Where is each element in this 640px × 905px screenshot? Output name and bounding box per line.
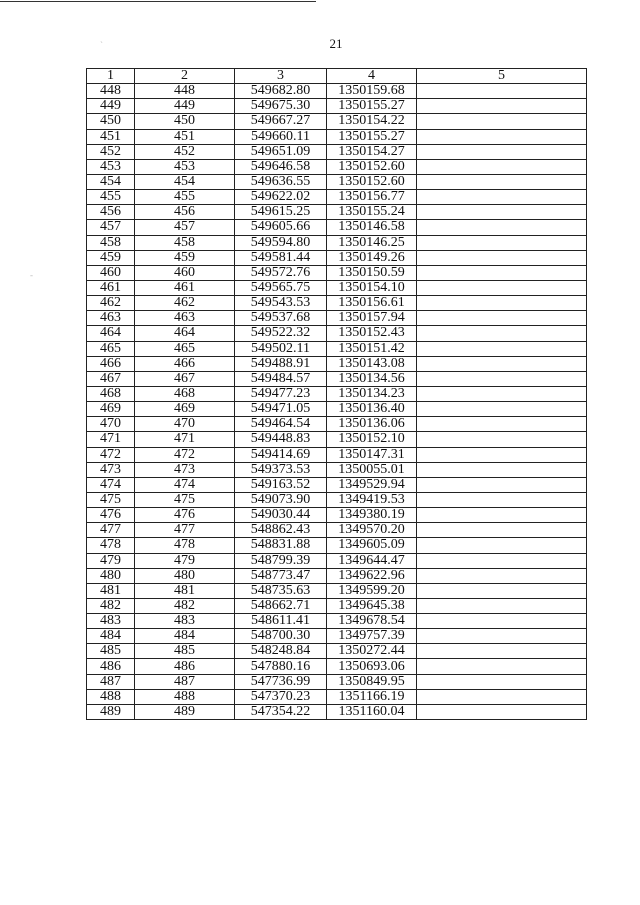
y-coordinate-cell: 1350156.61 <box>327 296 417 311</box>
y-coordinate-cell: 1349570.20 <box>327 523 417 538</box>
table-row <box>87 568 587 583</box>
point-number-cell: 476 <box>135 508 235 523</box>
point-id-cell: 476 <box>87 508 135 523</box>
point-number-cell: 480 <box>135 568 235 583</box>
y-coordinate-cell: 1350146.25 <box>327 235 417 250</box>
point-number-cell: 466 <box>135 356 235 371</box>
table-row <box>87 417 587 432</box>
x-coordinate-cell: 549660.11 <box>235 129 327 144</box>
point-id-cell: 463 <box>87 311 135 326</box>
point-number-cell: 488 <box>135 689 235 704</box>
table-row <box>87 235 587 250</box>
y-coordinate-cell: 1350147.31 <box>327 447 417 462</box>
point-number-cell: 473 <box>135 462 235 477</box>
note-cell <box>417 629 587 644</box>
table-row <box>87 371 587 386</box>
y-coordinate-cell: 1350134.23 <box>327 386 417 401</box>
x-coordinate-cell: 549414.69 <box>235 447 327 462</box>
point-number-cell: 462 <box>135 296 235 311</box>
point-id-cell: 472 <box>87 447 135 462</box>
note-cell <box>417 508 587 523</box>
point-id-cell: 458 <box>87 235 135 250</box>
y-coordinate-cell: 1350155.27 <box>327 129 417 144</box>
point-id-cell: 482 <box>87 598 135 613</box>
point-number-cell: 465 <box>135 341 235 356</box>
note-cell <box>417 644 587 659</box>
point-id-cell: 467 <box>87 371 135 386</box>
scan-speck: ` <box>100 40 103 50</box>
point-id-cell: 470 <box>87 417 135 432</box>
y-coordinate-cell: 1350154.27 <box>327 144 417 159</box>
table-row <box>87 386 587 401</box>
table-row <box>87 280 587 295</box>
note-cell <box>417 462 587 477</box>
point-number-cell: 474 <box>135 477 235 492</box>
y-coordinate-cell: 1349678.54 <box>327 614 417 629</box>
x-coordinate-cell: 548773.47 <box>235 568 327 583</box>
point-number-cell: 485 <box>135 644 235 659</box>
y-coordinate-cell: 1350055.01 <box>327 462 417 477</box>
note-cell <box>417 250 587 265</box>
table-row <box>87 659 587 674</box>
point-id-cell: 486 <box>87 659 135 674</box>
note-cell <box>417 674 587 689</box>
point-number-cell: 477 <box>135 523 235 538</box>
y-coordinate-cell: 1350157.94 <box>327 311 417 326</box>
table-row <box>87 644 587 659</box>
y-coordinate-cell: 1350134.56 <box>327 371 417 386</box>
table-row <box>87 553 587 568</box>
point-id-cell: 485 <box>87 644 135 659</box>
table-row <box>87 689 587 704</box>
table-row <box>87 190 587 205</box>
column-header: 2 <box>135 69 235 84</box>
point-number-cell: 478 <box>135 538 235 553</box>
y-coordinate-cell: 1350152.60 <box>327 159 417 174</box>
x-coordinate-cell: 548831.88 <box>235 538 327 553</box>
note-cell <box>417 205 587 220</box>
table-row <box>87 447 587 462</box>
column-header: 4 <box>327 69 417 84</box>
x-coordinate-cell: 547354.22 <box>235 704 327 719</box>
x-coordinate-cell: 549565.75 <box>235 280 327 295</box>
note-cell <box>417 538 587 553</box>
table-row <box>87 326 587 341</box>
note-cell <box>417 568 587 583</box>
y-coordinate-cell: 1349380.19 <box>327 508 417 523</box>
x-coordinate-cell: 548248.84 <box>235 644 327 659</box>
x-coordinate-cell: 549543.53 <box>235 296 327 311</box>
top-rule <box>0 1 316 2</box>
y-coordinate-cell: 1350159.68 <box>327 84 417 99</box>
point-number-cell: 459 <box>135 250 235 265</box>
point-id-cell: 450 <box>87 114 135 129</box>
x-coordinate-cell: 549615.25 <box>235 205 327 220</box>
point-number-cell: 470 <box>135 417 235 432</box>
y-coordinate-cell: 1349622.96 <box>327 568 417 583</box>
point-id-cell: 487 <box>87 674 135 689</box>
point-number-cell: 449 <box>135 99 235 114</box>
x-coordinate-cell: 548662.71 <box>235 598 327 613</box>
table-row <box>87 205 587 220</box>
point-id-cell: 480 <box>87 568 135 583</box>
point-number-cell: 481 <box>135 583 235 598</box>
table-row <box>87 296 587 311</box>
table-row <box>87 477 587 492</box>
table-row <box>87 250 587 265</box>
point-id-cell: 481 <box>87 583 135 598</box>
note-cell <box>417 689 587 704</box>
y-coordinate-cell: 1350272.44 <box>327 644 417 659</box>
point-number-cell: 482 <box>135 598 235 613</box>
point-number-cell: 461 <box>135 280 235 295</box>
note-cell <box>417 447 587 462</box>
table-row <box>87 674 587 689</box>
point-number-cell: 479 <box>135 553 235 568</box>
point-number-cell: 471 <box>135 432 235 447</box>
y-coordinate-cell: 1349645.38 <box>327 598 417 613</box>
x-coordinate-cell: 548735.63 <box>235 583 327 598</box>
point-number-cell: 458 <box>135 235 235 250</box>
note-cell <box>417 614 587 629</box>
header-row <box>87 69 587 84</box>
point-number-cell: 484 <box>135 629 235 644</box>
table-row <box>87 538 587 553</box>
point-id-cell: 474 <box>87 477 135 492</box>
y-coordinate-cell: 1350143.08 <box>327 356 417 371</box>
y-coordinate-cell: 1351166.19 <box>327 689 417 704</box>
y-coordinate-cell: 1350152.10 <box>327 432 417 447</box>
point-id-cell: 465 <box>87 341 135 356</box>
note-cell <box>417 311 587 326</box>
y-coordinate-cell: 1350156.77 <box>327 190 417 205</box>
table-row <box>87 159 587 174</box>
point-id-cell: 475 <box>87 492 135 507</box>
y-coordinate-cell: 1349605.09 <box>327 538 417 553</box>
point-id-cell: 459 <box>87 250 135 265</box>
column-header: 5 <box>417 69 587 84</box>
table-row <box>87 508 587 523</box>
note-cell <box>417 174 587 189</box>
note-cell <box>417 477 587 492</box>
point-number-cell: 489 <box>135 704 235 719</box>
x-coordinate-cell: 549448.83 <box>235 432 327 447</box>
point-id-cell: 488 <box>87 689 135 704</box>
point-id-cell: 477 <box>87 523 135 538</box>
point-id-cell: 471 <box>87 432 135 447</box>
x-coordinate-cell: 549572.76 <box>235 265 327 280</box>
x-coordinate-cell: 548799.39 <box>235 553 327 568</box>
y-coordinate-cell: 1350849.95 <box>327 674 417 689</box>
x-coordinate-cell: 549477.23 <box>235 386 327 401</box>
point-id-cell: 449 <box>87 99 135 114</box>
point-id-cell: 456 <box>87 205 135 220</box>
note-cell <box>417 114 587 129</box>
x-coordinate-cell: 549522.32 <box>235 326 327 341</box>
y-coordinate-cell: 1349419.53 <box>327 492 417 507</box>
y-coordinate-cell: 1350136.06 <box>327 417 417 432</box>
y-coordinate-cell: 1349644.47 <box>327 553 417 568</box>
coordinates-table <box>86 68 587 720</box>
table-row <box>87 704 587 719</box>
point-id-cell: 464 <box>87 326 135 341</box>
point-id-cell: 451 <box>87 129 135 144</box>
note-cell <box>417 523 587 538</box>
point-id-cell: 455 <box>87 190 135 205</box>
note-cell <box>417 99 587 114</box>
note-cell <box>417 386 587 401</box>
table-row <box>87 99 587 114</box>
point-id-cell: 479 <box>87 553 135 568</box>
note-cell <box>417 356 587 371</box>
table-row <box>87 629 587 644</box>
point-number-cell: 451 <box>135 129 235 144</box>
x-coordinate-cell: 549537.68 <box>235 311 327 326</box>
note-cell <box>417 371 587 386</box>
table-row <box>87 129 587 144</box>
point-id-cell: 462 <box>87 296 135 311</box>
point-id-cell: 453 <box>87 159 135 174</box>
point-id-cell: 483 <box>87 614 135 629</box>
point-number-cell: 464 <box>135 326 235 341</box>
point-id-cell: 489 <box>87 704 135 719</box>
x-coordinate-cell: 548611.41 <box>235 614 327 629</box>
point-number-cell: 453 <box>135 159 235 174</box>
table-row <box>87 84 587 99</box>
x-coordinate-cell: 549484.57 <box>235 371 327 386</box>
x-coordinate-cell: 549594.80 <box>235 235 327 250</box>
x-coordinate-cell: 547370.23 <box>235 689 327 704</box>
y-coordinate-cell: 1350152.60 <box>327 174 417 189</box>
point-number-cell: 468 <box>135 386 235 401</box>
note-cell <box>417 190 587 205</box>
x-coordinate-cell: 549073.90 <box>235 492 327 507</box>
note-cell <box>417 583 587 598</box>
note-cell <box>417 235 587 250</box>
note-cell <box>417 129 587 144</box>
point-id-cell: 473 <box>87 462 135 477</box>
column-header: 1 <box>87 69 135 84</box>
x-coordinate-cell: 549163.52 <box>235 477 327 492</box>
table-row <box>87 341 587 356</box>
table-body <box>87 84 587 720</box>
note-cell <box>417 402 587 417</box>
y-coordinate-cell: 1350155.27 <box>327 99 417 114</box>
note-cell <box>417 326 587 341</box>
x-coordinate-cell: 549471.05 <box>235 402 327 417</box>
table-row <box>87 492 587 507</box>
x-coordinate-cell: 549651.09 <box>235 144 327 159</box>
point-id-cell: 469 <box>87 402 135 417</box>
table-row <box>87 583 587 598</box>
x-coordinate-cell: 549502.11 <box>235 341 327 356</box>
page-number: 21 <box>329 36 343 51</box>
point-id-cell: 478 <box>87 538 135 553</box>
point-id-cell: 461 <box>87 280 135 295</box>
x-coordinate-cell: 548862.43 <box>235 523 327 538</box>
y-coordinate-cell: 1349757.39 <box>327 629 417 644</box>
x-coordinate-cell: 549636.55 <box>235 174 327 189</box>
note-cell <box>417 280 587 295</box>
point-number-cell: 454 <box>135 174 235 189</box>
note-cell <box>417 417 587 432</box>
point-id-cell: 460 <box>87 265 135 280</box>
table-row <box>87 356 587 371</box>
point-number-cell: 487 <box>135 674 235 689</box>
note-cell <box>417 341 587 356</box>
x-coordinate-cell: 549682.80 <box>235 84 327 99</box>
y-coordinate-cell: 1350154.10 <box>327 280 417 295</box>
point-number-cell: 472 <box>135 447 235 462</box>
y-coordinate-cell: 1350149.26 <box>327 250 417 265</box>
x-coordinate-cell: 549581.44 <box>235 250 327 265</box>
point-number-cell: 450 <box>135 114 235 129</box>
note-cell <box>417 296 587 311</box>
note-cell <box>417 598 587 613</box>
point-number-cell: 455 <box>135 190 235 205</box>
note-cell <box>417 432 587 447</box>
point-id-cell: 448 <box>87 84 135 99</box>
table-row <box>87 432 587 447</box>
y-coordinate-cell: 1350155.24 <box>327 205 417 220</box>
table-row <box>87 220 587 235</box>
y-coordinate-cell: 1350151.42 <box>327 341 417 356</box>
x-coordinate-cell: 548700.30 <box>235 629 327 644</box>
table-row <box>87 174 587 189</box>
x-coordinate-cell: 547880.16 <box>235 659 327 674</box>
x-coordinate-cell: 549030.44 <box>235 508 327 523</box>
point-number-cell: 467 <box>135 371 235 386</box>
y-coordinate-cell: 1349599.20 <box>327 583 417 598</box>
point-number-cell: 452 <box>135 144 235 159</box>
y-coordinate-cell: 1351160.04 <box>327 704 417 719</box>
table-row <box>87 311 587 326</box>
point-number-cell: 475 <box>135 492 235 507</box>
y-coordinate-cell: 1349529.94 <box>327 477 417 492</box>
note-cell <box>417 220 587 235</box>
x-coordinate-cell: 549675.30 <box>235 99 327 114</box>
note-cell <box>417 265 587 280</box>
column-header: 3 <box>235 69 327 84</box>
point-number-cell: 463 <box>135 311 235 326</box>
y-coordinate-cell: 1350136.40 <box>327 402 417 417</box>
point-id-cell: 454 <box>87 174 135 189</box>
y-coordinate-cell: 1350693.06 <box>327 659 417 674</box>
y-coordinate-cell: 1350154.22 <box>327 114 417 129</box>
note-cell <box>417 659 587 674</box>
x-coordinate-cell: 549646.58 <box>235 159 327 174</box>
note-cell <box>417 492 587 507</box>
y-coordinate-cell: 1350146.58 <box>327 220 417 235</box>
table-row <box>87 523 587 538</box>
point-number-cell: 460 <box>135 265 235 280</box>
table-row <box>87 598 587 613</box>
x-coordinate-cell: 549373.53 <box>235 462 327 477</box>
x-coordinate-cell: 549488.91 <box>235 356 327 371</box>
point-number-cell: 456 <box>135 205 235 220</box>
table-row <box>87 402 587 417</box>
note-cell <box>417 159 587 174</box>
x-coordinate-cell: 549622.02 <box>235 190 327 205</box>
point-number-cell: 486 <box>135 659 235 674</box>
table-row <box>87 462 587 477</box>
point-id-cell: 457 <box>87 220 135 235</box>
x-coordinate-cell: 549667.27 <box>235 114 327 129</box>
table-row <box>87 614 587 629</box>
note-cell <box>417 704 587 719</box>
note-cell <box>417 84 587 99</box>
point-number-cell: 448 <box>135 84 235 99</box>
x-coordinate-cell: 549464.54 <box>235 417 327 432</box>
point-id-cell: 468 <box>87 386 135 401</box>
table-row <box>87 144 587 159</box>
point-id-cell: 484 <box>87 629 135 644</box>
table-row <box>87 265 587 280</box>
point-number-cell: 469 <box>135 402 235 417</box>
point-id-cell: 466 <box>87 356 135 371</box>
point-id-cell: 452 <box>87 144 135 159</box>
point-number-cell: 483 <box>135 614 235 629</box>
x-coordinate-cell: 547736.99 <box>235 674 327 689</box>
note-cell <box>417 144 587 159</box>
table-row <box>87 114 587 129</box>
y-coordinate-cell: 1350152.43 <box>327 326 417 341</box>
scan-speck: - <box>30 270 33 280</box>
x-coordinate-cell: 549605.66 <box>235 220 327 235</box>
y-coordinate-cell: 1350150.59 <box>327 265 417 280</box>
point-number-cell: 457 <box>135 220 235 235</box>
note-cell <box>417 553 587 568</box>
